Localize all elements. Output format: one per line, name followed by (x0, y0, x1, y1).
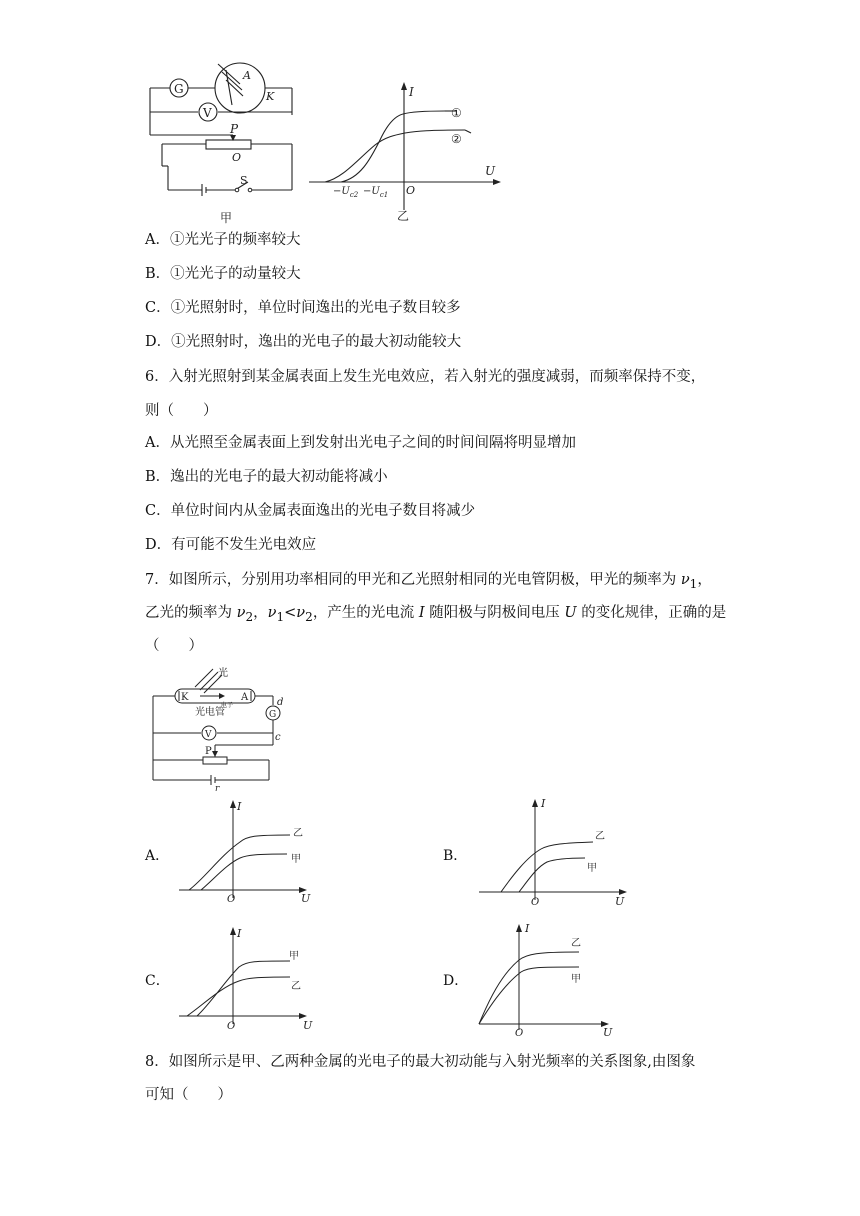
light-label: 光 (218, 668, 228, 679)
q7-option-a-label[interactable]: A． (145, 848, 170, 864)
q7-option-c-label[interactable]: C． (145, 973, 170, 989)
q8-stem: 8．如图所示是甲、乙两种金属的光电子的最大初动能与入射光频率的关系图象,由图象 (145, 1054, 696, 1070)
origin-label: O (515, 1028, 524, 1039)
iu-graph-yi (305, 80, 505, 225)
graph-axis-u: U (485, 164, 496, 178)
stopping-voltage-2: $-U_{c2}$ (333, 186, 359, 199)
tube-anode-label: A (241, 692, 249, 703)
curve-jia-label: 甲 (587, 863, 597, 874)
q6-stem-cont: 则（ ） (145, 403, 218, 419)
curve-yi-label: 乙 (291, 981, 301, 992)
q7-stem: 7．如图所示，分别用功率相同的甲光和乙光照射相同的光电管阴极，甲光的频率为 $\nu_1$， (145, 572, 712, 591)
q6-option-b[interactable]: B．逸出的光电子的最大初动能将减小 (145, 469, 388, 485)
curve-yi-label: 乙 (571, 938, 581, 949)
curve-jia-label: 甲 (291, 854, 301, 865)
q6-option-c[interactable]: C．单位时间内从金属表面逸出的光电子数目将减少 (145, 503, 476, 519)
q7-stem-cont: 乙光的频率为 $\nu_2$，$\nu_1<\nu_2$，产生的光电流 I 随阳极与阴极间电压 U 的变化规律，正确的是 (145, 605, 727, 624)
slider-label: P (230, 122, 239, 136)
axis-i-label: I (237, 800, 242, 813)
phototube-circuit (145, 665, 295, 795)
axis-u-label: U (615, 895, 625, 908)
q5-option-b[interactable]: B．①光光子的动量较大 (145, 266, 301, 282)
curve-jia-label: 甲 (289, 951, 299, 962)
origin-label: O (227, 894, 236, 905)
q5-option-a[interactable]: A．①光光子的频率较大 (145, 232, 301, 248)
q7-option-d-label[interactable]: D． (443, 973, 469, 989)
curve-yi-label: 乙 (595, 831, 605, 842)
internal-resistance-label: r (215, 784, 220, 794)
q7-galvanometer-label: G (269, 710, 277, 720)
circuit-diagram-jia (140, 60, 310, 225)
curve-yi-label: 乙 (293, 828, 303, 839)
q7-option-b-label[interactable]: B． (443, 848, 468, 864)
graph-origin: O (406, 184, 416, 197)
switch-label: S (240, 174, 248, 187)
cathode-label: K (266, 90, 275, 103)
anode-label: A (243, 69, 251, 82)
axis-i-label: I (525, 922, 530, 935)
q7-option-a-graph[interactable] (175, 798, 325, 908)
figure-caption-jia: 甲 (220, 211, 233, 225)
midpoint-label: O (232, 151, 242, 164)
axis-u-label: U (301, 892, 311, 905)
graph-axis-i: I (409, 85, 414, 99)
q7-slider-label: P (205, 746, 212, 757)
electron-label: 电子 (221, 702, 234, 709)
q6-option-d[interactable]: D．有可能不发生光电效应 (145, 537, 317, 553)
galvanometer-label: G (174, 82, 184, 96)
tube-cathode-label: K (181, 692, 189, 703)
axis-i-label: I (541, 797, 546, 810)
q6-option-a[interactable]: A．从光照至金属表面上到发射出光电子之间的时间间隔将明显增加 (145, 435, 576, 451)
origin-label: O (227, 1021, 236, 1032)
axis-i-label: I (237, 927, 242, 940)
q8-stem-cont: 可知（ ） (145, 1087, 232, 1103)
curve-2-label: ② (451, 132, 462, 146)
q7-voltmeter-label: V (205, 730, 212, 740)
curve-1-label: ① (451, 106, 462, 120)
node-d-label: d (277, 697, 284, 708)
axis-u-label: U (303, 1019, 313, 1032)
q6-stem: 6．入射光照射到某金属表面上发生光电效应，若入射光的强度减弱，而频率保持不变， (145, 369, 706, 385)
stopping-voltage-1: $-U_{c1}$ (363, 186, 389, 199)
axis-u-label: U (603, 1026, 613, 1039)
curve-jia-label: 甲 (571, 974, 581, 985)
node-c-label: c (275, 732, 281, 743)
figure-caption-yi: 乙 (397, 209, 410, 223)
q7-option-d-graph[interactable] (475, 920, 625, 1039)
q7-stem-blank: （ ） (145, 638, 203, 654)
q5-option-d[interactable]: D．①光照射时，逸出的光电子的最大初动能较大 (145, 334, 462, 350)
q7-option-b-graph[interactable] (475, 795, 635, 910)
q7-option-c-graph[interactable] (175, 925, 325, 1035)
phototube-label: 光电管 (195, 707, 225, 718)
origin-label: O (531, 897, 540, 908)
q5-option-c[interactable]: C．①光照射时，单位时间逸出的光电子数目较多 (145, 300, 461, 316)
voltmeter-label: V (203, 106, 212, 120)
